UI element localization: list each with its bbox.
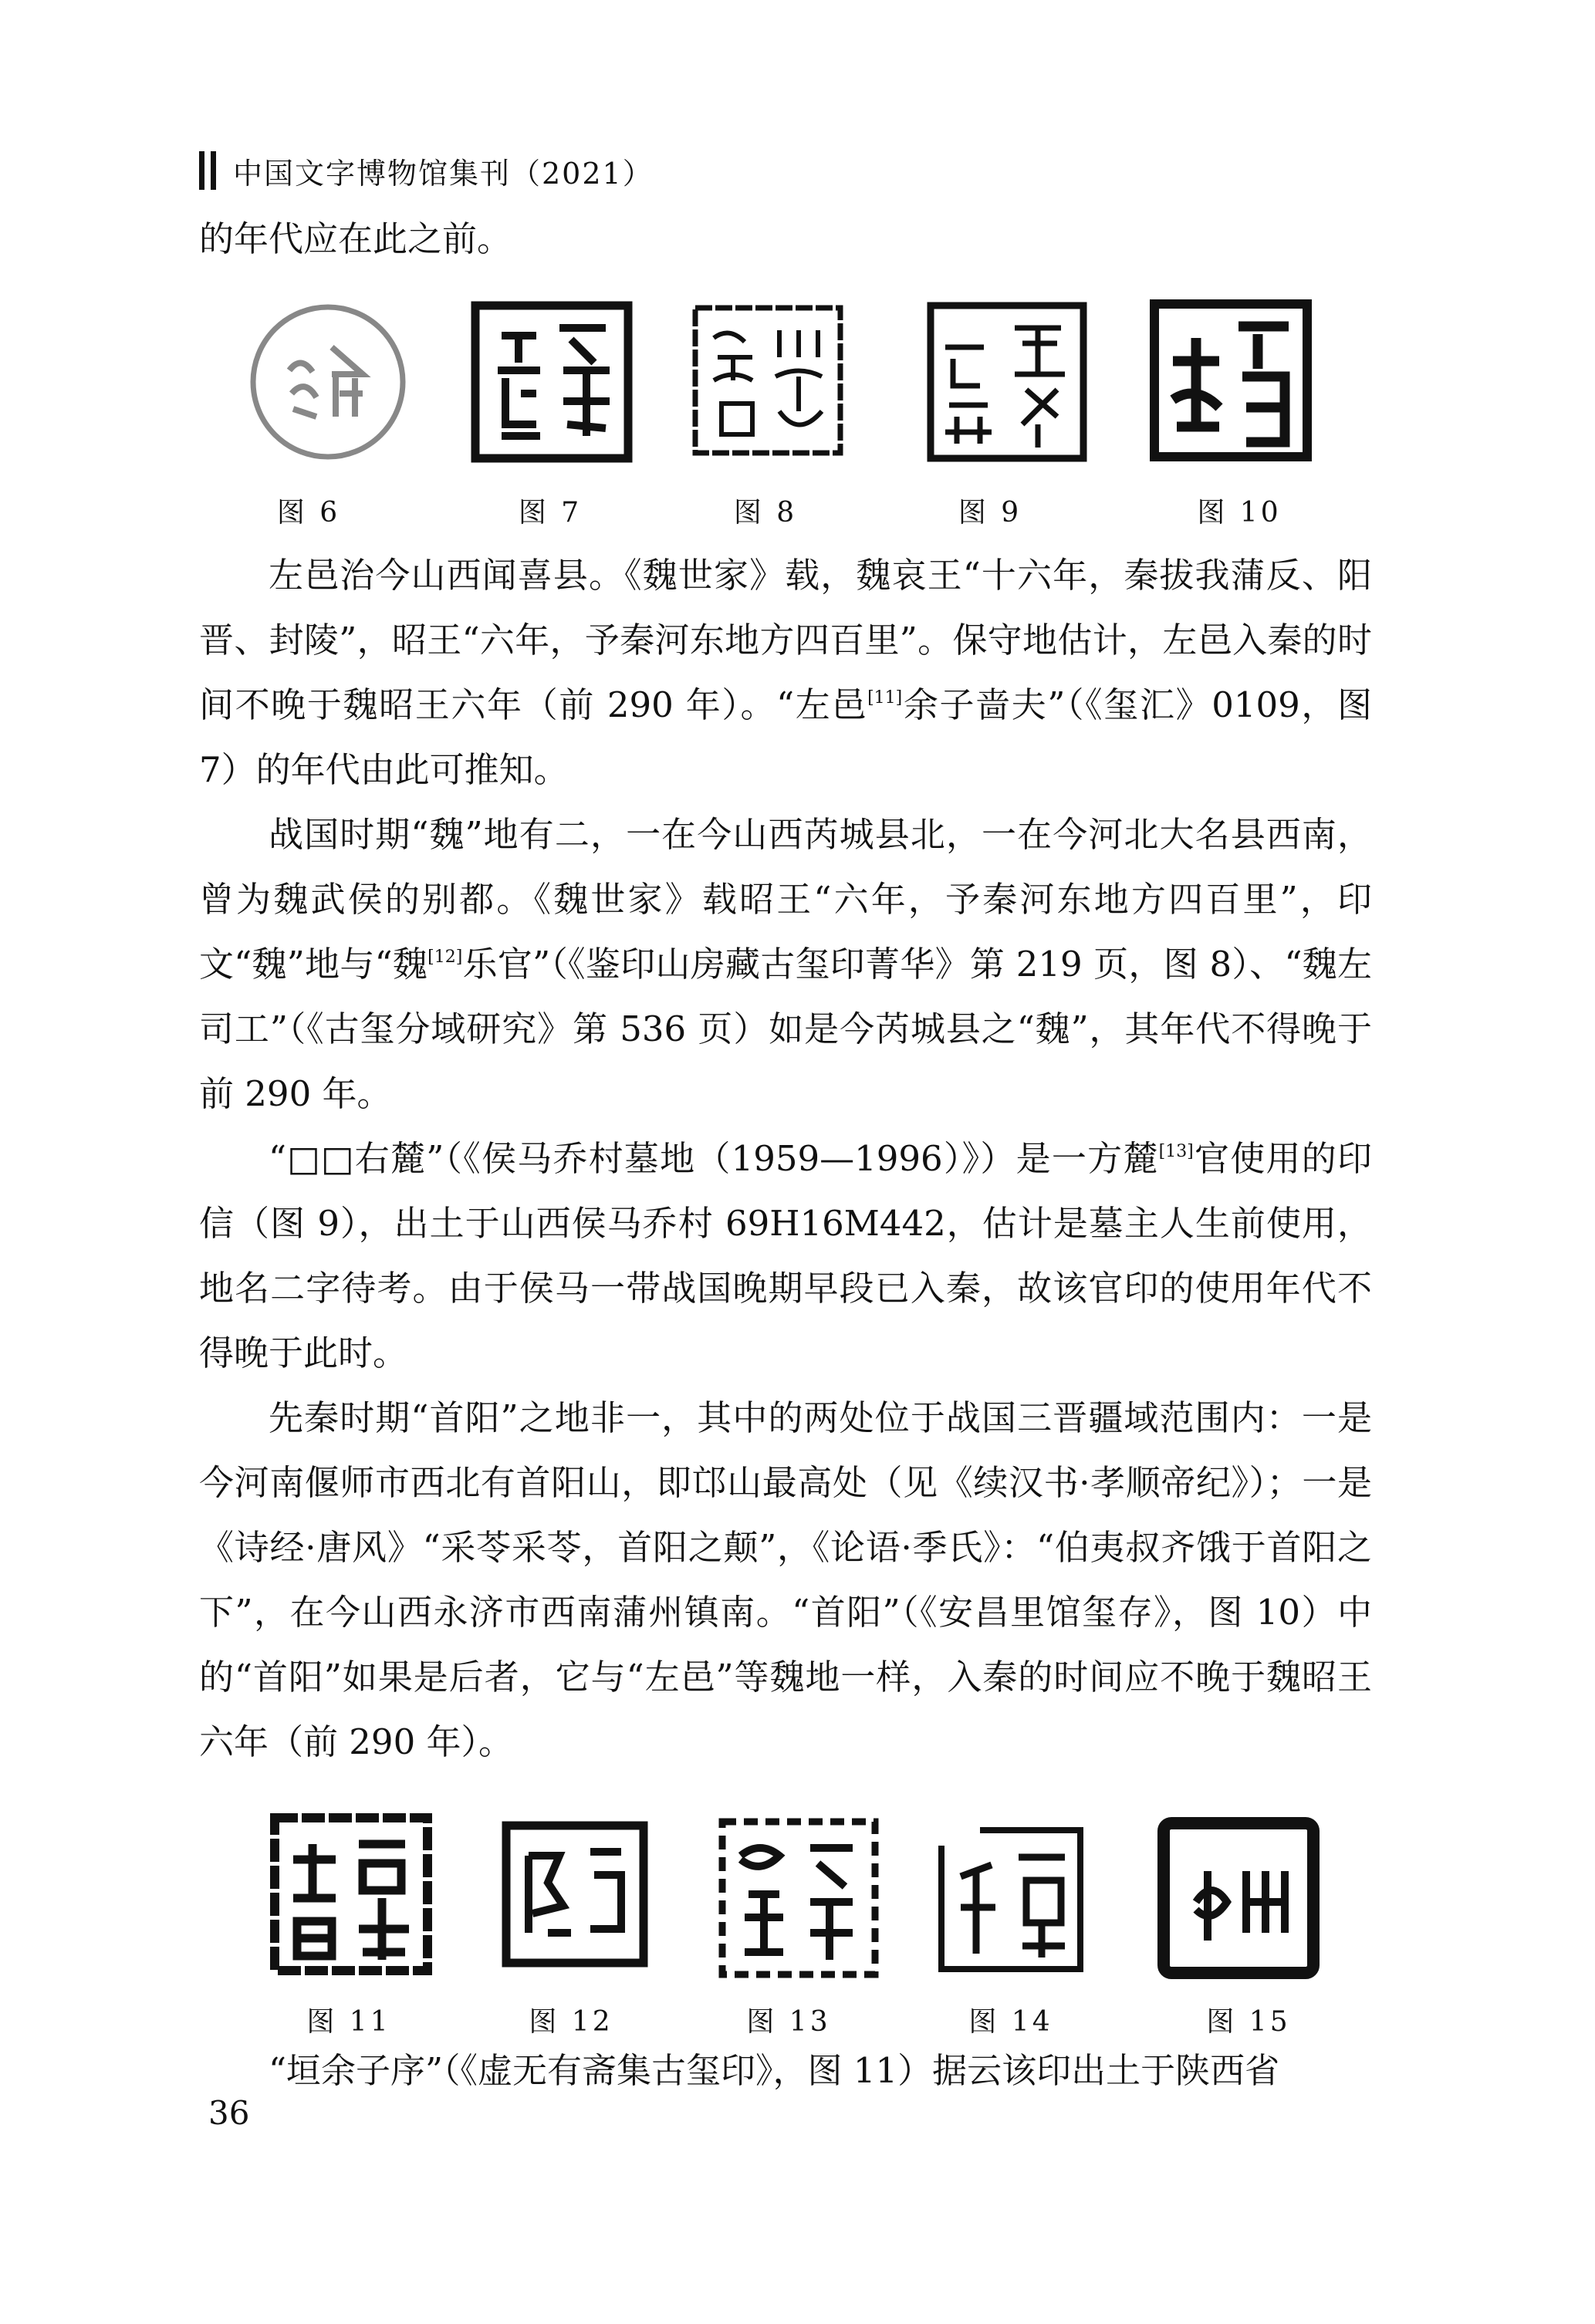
figure-caption: 图 11 xyxy=(306,2006,391,2038)
running-header xyxy=(199,150,654,191)
paragraph-5: “垣余子序”（《虚无有斋集古玺印》，图 11）据云该印出土于陕西省 xyxy=(269,2050,1280,2091)
figure-caption: 图 10 xyxy=(1197,497,1282,529)
seal-figure-9 xyxy=(926,301,1088,463)
figure-caption: 图 6 xyxy=(276,497,341,529)
seal-figure-14 xyxy=(934,1822,1088,1977)
page-number: 36 xyxy=(208,2094,250,2132)
seal-figure-10 xyxy=(1150,299,1312,461)
paragraph-3: “□□右麓”（《侯马乔村墓地（1959—1996）》）是一方麓[13]官使用的印信（图 9），出土于山西侯马乔村 69H16M442，估计是墓主人生前使用，地名二字待考。由于侯马一带战国晚期早段已入秦，故该官印的使用年代不得晚于此时。 xyxy=(199,1138,1372,1373)
paragraph-1: 左邑治今山西闻喜县。《魏世家》载，魏哀王“十六年，秦拔我蒲反、阳晋、封陵”，昭王“六年，予秦河东地方四百里”。保守地估计，左邑入秦的时间不晚于魏昭王六年（前 290 年）。“左邑[11]余子啬夫”（《玺汇》0109，图 7）的年代由此可推知。 xyxy=(199,555,1373,790)
footnote-ref-11: [11] xyxy=(867,688,903,708)
footnote-ref-12: [12] xyxy=(427,948,463,967)
seal-figure-12 xyxy=(502,1821,648,1968)
header-rule xyxy=(199,151,204,190)
seal-figure-7 xyxy=(471,301,633,463)
header-title: 中国文字博物馆集刊（2021） xyxy=(233,156,654,191)
seal-figure-15 xyxy=(1157,1817,1320,1979)
seal-figure-8 xyxy=(691,303,845,458)
header-rule xyxy=(211,151,216,190)
figure-caption: 图 15 xyxy=(1206,2006,1291,2038)
seal-figure-13 xyxy=(718,1817,880,1979)
figure-caption: 图 13 xyxy=(746,2006,831,2038)
paragraph-0: 的年代应在此之前。 xyxy=(199,218,512,259)
seal-figure-6 xyxy=(247,301,409,463)
figure-caption: 图 8 xyxy=(733,497,798,529)
figure-caption: 图 12 xyxy=(529,2006,613,2038)
paragraph-4: 先秦时期“首阳”之地非一，其中的两处位于战国三晋疆域范围内：一是今河南偃师市西北有首阳山，即邙山最高处（见《续汉书·孝顺帝纪》）；一是《诗经·唐风》“采苓采苓，首阳之颠”，《论语·季氏》：“伯夷叔齐饿于首阳之下”，在今山西永济市西南蒲州镇南。“首阳”（《安昌里馆玺存》，图 10）中的“首阳”如果是后者，它与“左邑”等魏地一样，入秦的时间应不晚于魏昭王六年（前 290 年）。 xyxy=(199,1397,1372,1762)
seal-figure-11 xyxy=(270,1813,432,1975)
footnote-ref-13: [13] xyxy=(1158,1142,1194,1161)
figure-caption: 图 7 xyxy=(518,497,583,529)
figure-caption: 图 9 xyxy=(958,497,1022,529)
figure-caption: 图 14 xyxy=(968,2006,1053,2038)
paragraph-2: 战国时期“魏”地有二，一在今山西芮城县北，一在今河北大名县西南，曾为魏武侯的别都。《魏世家》载昭王“六年，予秦河东地方四百里”，印文“魏”地与“魏[12]乐官”（《鉴印山房藏古玺印菁华》第 219 页，图 8）、“魏左司工”（《古玺分域研究》第 536 页）如是今芮城县之“魏”，其年代不得晚于前 290 年。 xyxy=(199,814,1372,1114)
